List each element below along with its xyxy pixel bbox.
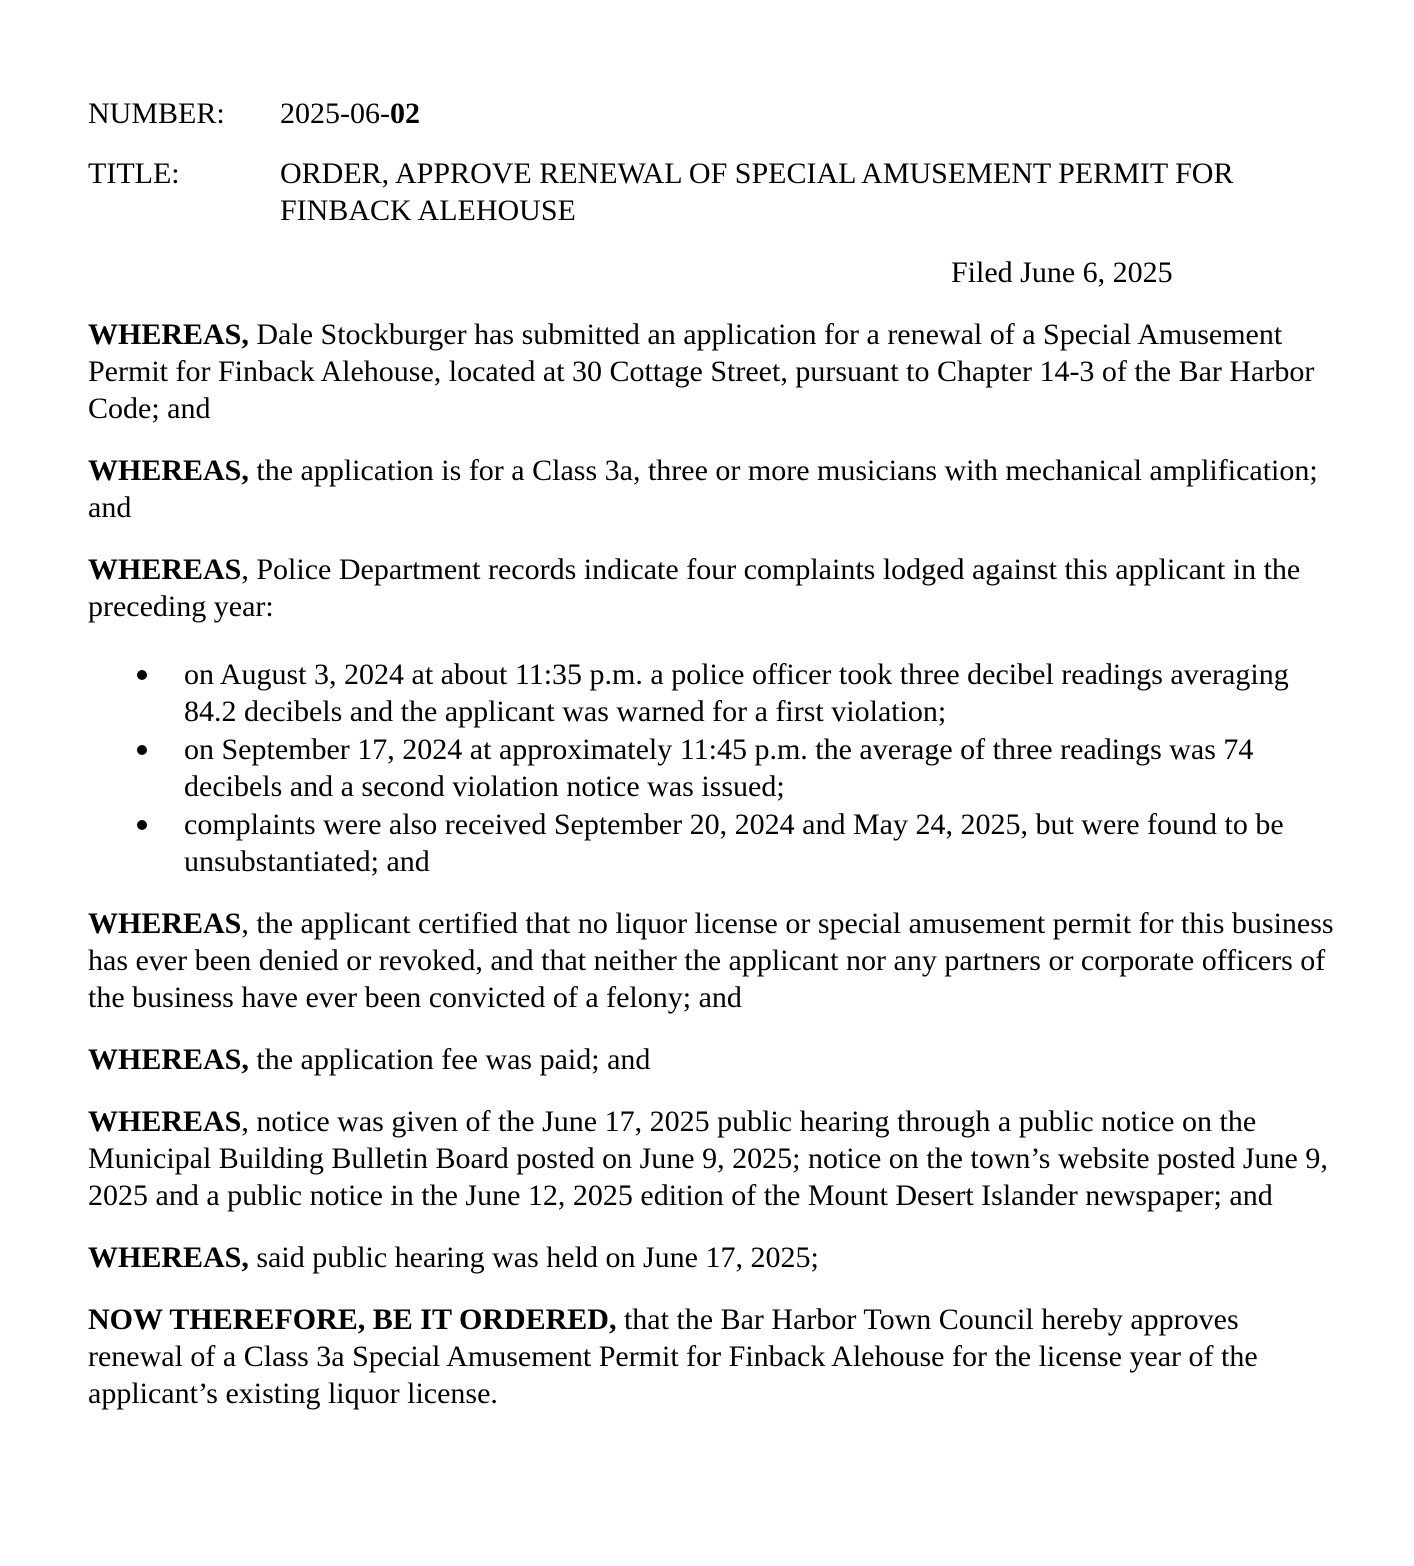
bullet-icon: [137, 670, 147, 680]
paragraph-lead: WHEREAS: [88, 553, 242, 586]
list-item-text: on September 17, 2024 at approximately 11:45 p.m. the average of three readings was 74 decibels and a second violation notice was issued;: [184, 733, 1254, 803]
paragraph-lead: WHEREAS,: [88, 454, 249, 487]
paragraph-lead: WHEREAS: [88, 1105, 242, 1138]
paragraph-lead: WHEREAS,: [88, 318, 249, 351]
list-item-text: complaints were also received September 20, 2024 and May 24, 2025, but were found to be unsubstantiated; and: [184, 808, 1284, 878]
paragraph-lead: WHEREAS,: [88, 1241, 249, 1274]
whereas-paragraph-certification: [88, 905, 1338, 1016]
title-label: TITLE:: [88, 157, 180, 190]
number-prefix: 2025-06-: [280, 97, 390, 130]
paragraph-lead: NOW THEREFORE, BE IT ORDERED,: [88, 1303, 617, 1336]
whereas-paragraph-fee: [88, 1041, 1338, 1078]
paragraph-text: that the Bar Harbor Town Council hereby approves renewal of a Class 3a Special Amusement Permit for Finback Alehouse for the license year of the applicant’s existing liquor license.: [88, 1303, 1258, 1410]
paragraph-text: , Police Department records indicate four complaints lodged against this applicant in the preceding year:: [88, 553, 1301, 623]
bullet-icon: [137, 820, 147, 830]
list-item: [88, 806, 1338, 880]
document-page: [88, 95, 1338, 1412]
paragraph-text: , the applicant certified that no liquor license or special amusement permit for this business has ever been denied or revoked, and that neither the applicant nor any partners or corporate officers of the business have ever been convicted of a felony; and: [88, 907, 1334, 1014]
title-line-1: ORDER, APPROVE RENEWAL OF SPECIAL AMUSEMENT PERMIT FOR: [280, 157, 1234, 190]
list-item: [88, 656, 1338, 730]
title-line-2: FINBACK ALEHOUSE: [280, 194, 576, 227]
whereas-paragraph-notice: [88, 1103, 1338, 1214]
number-label: NUMBER:: [88, 97, 225, 130]
number-suffix: 02: [389, 97, 420, 130]
paragraph-text: the application fee was paid; and: [248, 1043, 651, 1076]
paragraph-text: said public hearing was held on June 17, 2025;: [248, 1241, 819, 1274]
whereas-paragraph-hearing: [88, 1239, 1338, 1276]
filed-date: Filed June 6, 2025: [951, 256, 1173, 289]
number-value: [280, 95, 1338, 132]
paragraph-text: Dale Stockburger has submitted an application for a renewal of a Special Amusement Permit for Finback Alehouse, located at 30 Cottage Street, pursuant to Chapter 14-3 of the Bar Harbor Code; and: [88, 318, 1315, 425]
title-row: [88, 155, 1338, 229]
order-paragraph: [88, 1301, 1338, 1412]
title-value: [280, 155, 1338, 229]
paragraph-lead: WHEREAS: [88, 907, 242, 940]
whereas-paragraph-class: [88, 452, 1338, 526]
paragraph-lead: WHEREAS,: [88, 1043, 249, 1076]
paragraph-text: , notice was given of the June 17, 2025 public hearing through a public notice on the Municipal Building Bulletin Board posted on June 9, 2025; notice on the town’s website posted June 9, 2025 and a public notice in the June 12, 2025 edition of the Mount Desert Islander newspaper; and: [88, 1105, 1328, 1212]
bullet-icon: [137, 745, 147, 755]
number-row: [88, 95, 1338, 132]
whereas-paragraph-applicant: [88, 316, 1338, 427]
list-item: [88, 731, 1338, 805]
whereas-paragraph-complaints: [88, 551, 1338, 625]
list-item-text: on August 3, 2024 at about 11:35 p.m. a police officer took three decibel readings averaging 84.2 decibels and the applicant was warned for a first violation;: [184, 658, 1289, 728]
complaints-list: [88, 656, 1338, 880]
paragraph-text: the application is for a Class 3a, three or more musicians with mechanical amplification; and: [88, 454, 1318, 524]
